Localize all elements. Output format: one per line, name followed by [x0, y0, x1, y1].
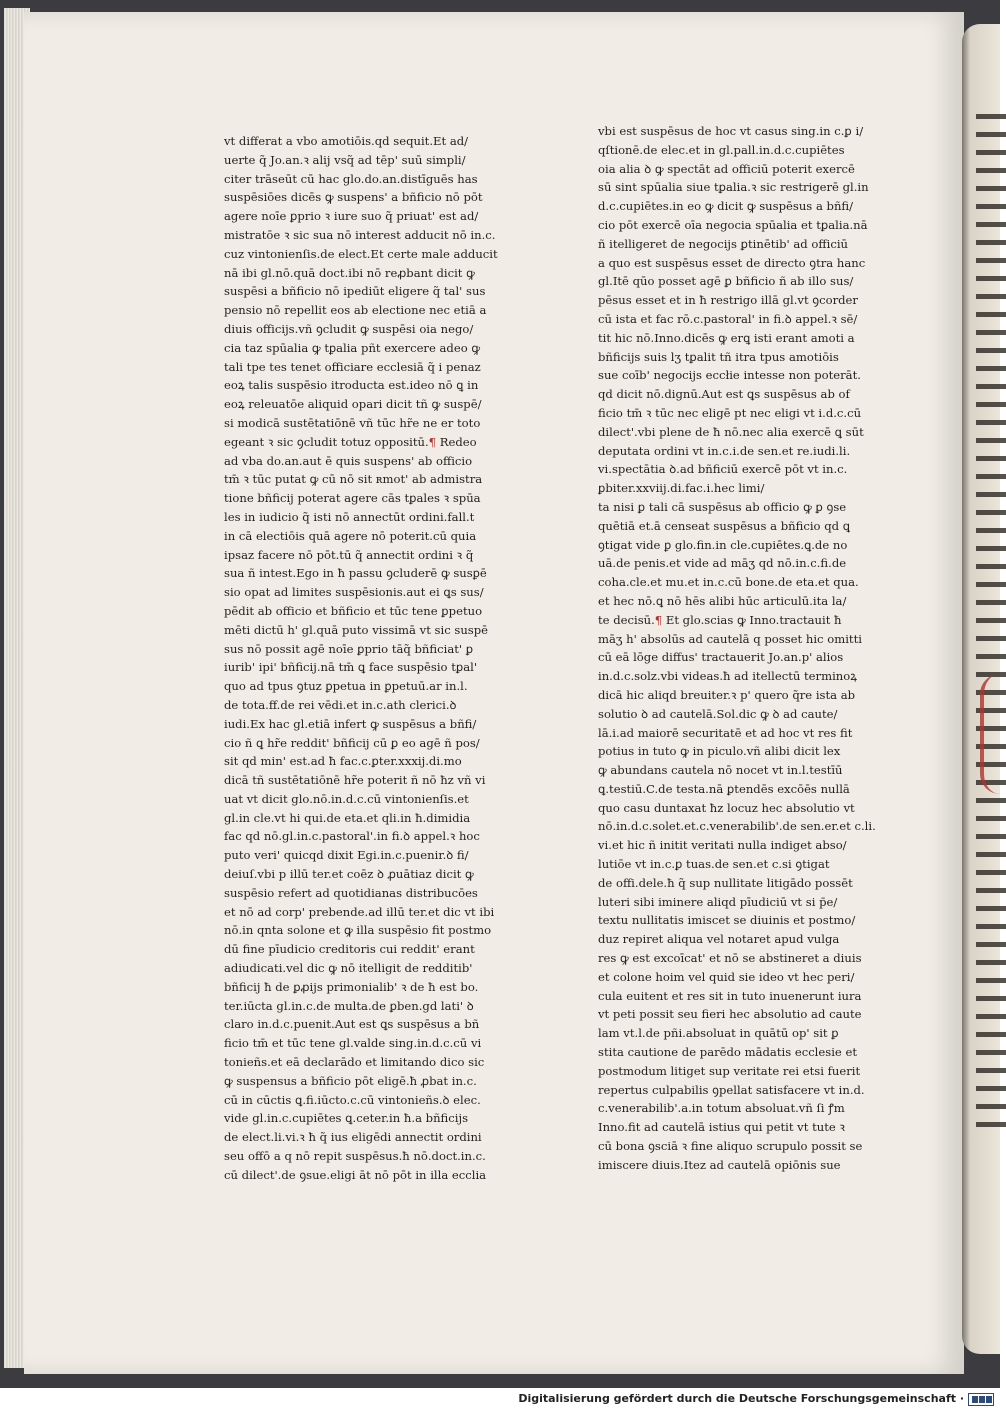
text-line: a quo est suspēsus esset de directo ꝯtra hanc — [598, 255, 866, 270]
text-line: iudi.Ex hac gl.etiā infert ꝙ suspēsus a bñfi/ — [224, 716, 477, 731]
text-line: diuis officijs.vñ ꝯcludit ꝙ suspēsi oia nego/ — [224, 321, 474, 336]
text-line: suspēsio refert ad quotidianas distribucōes — [224, 885, 478, 900]
text-line: de tota.ff.de rei vēdi.et in.c.ath clerici.ꝺ — [224, 697, 457, 712]
text-line: sit qd min' est.ad ħ fac.c.ꝑter.xxxij.di.mo — [224, 754, 462, 769]
text-line: citer trāseūt cū hac glo.do.an.distīguēs has — [224, 171, 478, 186]
text-line: nō.in.d.c.solet.et.c.venerabilib'.de sen.er.et c.li. — [598, 819, 876, 834]
text-line: res ꝙ est excoīcat' et nō se abstineret a diuis — [598, 951, 862, 966]
text-line: quo ad tpus ꝯtuz ꝑpetua in ꝑpetuū.ar in.l. — [224, 679, 468, 694]
text-line: claro in.d.c.puenit.Aut est ꝗs suspēsus a bñ — [224, 1017, 480, 1032]
text-line: quētiā et.ā censeat suspēsus a bñficio qd ꝗ — [598, 518, 851, 533]
text-line: pēsus esset et in ħ restrigo illā gl.vt ꝯcorder — [598, 293, 858, 308]
text-line: cū ista et fac rō.c.pastoral' in fi.ꝺ appel.ꝛ sē/ — [598, 311, 858, 326]
text-line: mēti dictū h' gl.quā puto vissimā vt sic suspē — [224, 622, 489, 637]
text-line: ter.iūcta gl.in.c.de multa.de ꝑben.gd lati' ꝺ — [224, 998, 474, 1013]
text-line: te decisū.¶ Et glo.scias ꝙ Inno.tractauit ħ — [598, 612, 842, 627]
text-line: ficio tm̄ ꝛ tūc nec eligē pt nec eligi vt i.d.c.cū — [598, 405, 862, 420]
text-line: dū fine pīudicio creditoris cui reddit' erant — [224, 942, 475, 957]
text-line: eoꝝ releuatōe aliquid opari dicit tñ ꝙ suspē/ — [224, 397, 482, 412]
text-line: cio pōt exercē oīa negocia spūalia et tꝑalia.nā — [598, 217, 868, 232]
text-line: de offi.dele.ħ q̃ sup nullitate litigādo possēt — [598, 875, 853, 890]
text-line: mistratōe ꝛ sic sua nō interest adducit nō in.c. — [224, 227, 496, 242]
text-line: luteri sibi iminere aliqd pīudiciū vt si p̄e/ — [598, 894, 838, 909]
text-line: cū eā lōge diffus' tractauerit Jo.an.p' alios — [598, 650, 844, 665]
text-line: potius in tuto ꝙ in piculo.vñ alibi dicit lex — [598, 744, 841, 759]
text-line: ipsaz facere nō pōt.tū q̃ annectit ordini ꝛ q̃ — [224, 547, 474, 562]
text-line: et hec nō.ꝗ nō hēs alibi hūc articulū.ita la/ — [598, 593, 847, 608]
text-line: gl.Itē qūo posset agē ꝑ bñficio ñ ab illo sus/ — [598, 274, 854, 289]
text-line: et colone hoim vel quid sie ideo vt hec peri/ — [598, 969, 855, 984]
text-line: quo casu duntaxat ħz locuz hec absolutio vt — [598, 800, 855, 815]
text-line: sū sint spūalia siue tꝑalia.ꝛ sic restrigerē gl.in — [598, 180, 869, 195]
text-line: in.d.c.solz.vbi videas.ħ ad itellectū terminoꝝ — [598, 669, 857, 684]
text-line: sue coīb' negocijs eccłie intesse non poterāt. — [598, 368, 861, 383]
text-line: cū in cūctis ꝗ.fi.iūcto.c.cū vintonieñs.ꝺ elec. — [224, 1092, 481, 1107]
text-line: cia taz spūalia ꝙ tꝑalia pñt exercere adeo ꝙ — [224, 340, 481, 355]
dfg-logo-icon — [968, 1393, 994, 1406]
text-line: bñficij ħ de ꝑꝓijs primonialib' ꝛ de ħ est bo. — [224, 979, 479, 994]
text-line: d.c.cupiētes.in eo ꝙ dicit ꝙ suspēsus a bñfi/ — [598, 199, 854, 214]
text-line: seu offō a q nō repit suspēsus.ħ nō.doct.in.c. — [224, 1149, 486, 1164]
text-line: vi.spectātia ꝺ.ad bñficiū exercē pōt vt in.c. — [598, 462, 848, 477]
text-line: qd dicit nō.dignū.Aut est ꝗs suspēsus ab of — [598, 387, 850, 402]
text-line: deiuſ.vbi p illū ter.et coēz ꝺ ꝓuātiaz dicit ꝙ — [224, 867, 474, 882]
text-line: coha.cle.et mu.et in.c.cū bone.de eta.et qua. — [598, 575, 859, 590]
text-line: si modicā sustētatiōnē vñ tūc hr̃e ne er toto — [224, 415, 481, 430]
text-line: vt peti possit seu fieri hec absolutio ad caute — [598, 1007, 862, 1022]
text-line: tione bñficij poterat agere cās tꝑales ꝛ spūa — [224, 491, 481, 506]
text-line: iurib' ipi' bñficij.nā tm̄ ꝗ face suspēsio tꝑal' — [224, 660, 478, 675]
text-line: pēdit ab officio et bñficio et tūc tene ꝑpetuo — [224, 603, 483, 618]
text-line: suspēsiōes dicēs ꝙ suspens' a bñficio nō pōt — [224, 190, 483, 205]
text-line: uat vt dicit glo.nō.in.d.c.cū vintonienſis.et — [224, 791, 469, 806]
text-line: vbi est suspēsus de hoc vt casus sing.in c.ꝑ i/ — [598, 124, 864, 138]
text-line: ad vba do.an.aut ē quis suspens' ab officio — [224, 453, 473, 468]
text-line: oia alia ꝺ ꝙ spectāt ad officiū poterit exercē — [598, 161, 855, 176]
text-line: ꝗ.testiū.C.de testa.nā ꝑtendēs excōēs nullā — [598, 781, 850, 796]
text-line: stita cautione de parēdo mādatis ecclesie et — [598, 1045, 857, 1060]
text-line: textu nullitatis imiscet se diuinis et postmo/ — [598, 913, 856, 928]
text-line: fac qd nō.gl.in.c.pastoral'.in fi.ꝺ appel.ꝛ hoc — [224, 829, 480, 844]
text-line: qſtionē.de elec.et in gl.pall.in.d.c.cupiētes — [598, 142, 845, 157]
text-line: suspēsi a bñficio nō ipediūt eligere q̃ tal' sus — [224, 284, 486, 299]
text-line: les in iudicio q̃ isti nō annectūt ordini.fall.t — [224, 509, 475, 524]
text-line: cula euitent et res sit in tuto inuenerunt iura — [598, 988, 862, 1003]
text-line: uā.de penis.et vide ad māʒ qd nō.in.c.fi.de — [598, 556, 847, 571]
text-line: dicā tñ sustētatiōnē hr̃e poterit ñ nō ħz vñ vi — [224, 773, 486, 788]
text-line: solutio ꝺ ad cautelā.Sol.dic ꝙ ꝺ ad caute/ — [598, 706, 838, 721]
text-line: tali tpe tes tenet officiare ecclesiā q̃ i penaz — [224, 359, 481, 374]
text-line: c.venerabilib'.a.in totum absoluat.vñ ſi ꝭm — [598, 1101, 845, 1116]
facing-page-edge — [962, 24, 1000, 1354]
text-line: ꝙ abundans cautela nō nocet vt in.l.testīū — [598, 763, 843, 778]
left-text-column — [224, 132, 536, 1182]
text-line: agere noīe ꝑprio ꝛ iure suo q̃ priuat' est ad/ — [224, 209, 479, 224]
text-line: tm̄ ꝛ tūc putat ꝙ cū nō sit ʀmot' ab admistra — [224, 472, 483, 487]
text-line: vide gl.in.c.cupiētes ꝗ.ceter.in ħ.a bñficijs — [224, 1111, 469, 1126]
facing-page-rubric — [980, 674, 1004, 794]
text-line: pensio nō repellit eos ab electione nec etiā a — [224, 303, 487, 318]
text-line: et nō ad corp' prebende.ad illū ter.et dic vt ibi — [224, 904, 495, 919]
text-line: nō.in qnta solone et ꝙ illa suspēsio fit postmo — [224, 923, 492, 938]
text-line: deputata ordini vt in.c.i.de sen.et re.iudi.li. — [598, 443, 851, 458]
text-line: repertus culpabilis ꝯpellat satisfacere vt in.d. — [598, 1082, 865, 1097]
text-line: uerte q̃ Jo.an.ꝛ alij vsq̃ ad tēp' suū simpli/ — [224, 152, 466, 167]
text-line: lutiōe vt in.c.ꝑ tuas.de sen.et c.si ꝯtigat — [598, 857, 830, 872]
text-line: sus nō possit agē noīe ꝑprio tāq̃ bñficiat' ꝑ — [224, 641, 474, 656]
text-line: puto veri' quicqd dixit Egi.in.c.puenir.ꝺ fi/ — [224, 848, 469, 863]
text-line: cio ñ ꝗ hr̃e reddit' bñficij cū ꝑ eo agē ñ pos/ — [224, 735, 480, 750]
text-line: imiscere diuis.Itez ad cautelā opiōnis sue — [598, 1157, 841, 1172]
text-line: ꝙ suspensus a bñficio pōt eligē.ħ ꝓbat in.c. — [224, 1073, 477, 1088]
text-line: vt differat a vbo amotiōis.qd sequit.Et ad/ — [224, 134, 469, 148]
text-line: gl.in cle.vt hi qui.de eta.et qli.in ħ.dimidia — [224, 810, 471, 825]
text-line: ta nisi ꝑ tali cā suspēsus ab officio ꝙ ꝑ ꝯse — [598, 499, 847, 514]
right-text-column — [598, 122, 910, 1172]
text-line: lam vt.l.de pñi.absoluat in quātū op' sit ꝑ — [598, 1026, 839, 1041]
text-line: lā.i.ad maiorē securitatē et ad hoc vt res fit — [598, 725, 853, 740]
text-line: vi.et hic ñ initit veritati nulla indiget abso/ — [598, 838, 847, 853]
text-line: eoꝝ talis suspēsio itroducta est.ideo nō ꝗ in — [224, 378, 479, 393]
text-line: sua ñ intest.Ego in ħ passu ꝯcluderē ꝙ susꝑē — [224, 566, 487, 581]
dfg-credit-text: Digitalisierung gefördert durch die Deutsche Forschungsgemeinschaft · — [518, 1392, 964, 1405]
text-line: ñ itelligeret de negocijs ꝑtinētib' ad officiū — [598, 236, 848, 251]
text-line: ficio tm̄ et tūc tene gl.valde sing.in.d.c.cū vi — [224, 1036, 482, 1051]
text-line: māʒ h' absolūs ad cautelā q posset hic omitti — [598, 631, 862, 646]
text-line: nā ibi gl.nō.quā doct.ibi nō reꝓbant dicit ꝙ — [224, 265, 475, 280]
text-line: bñficijs suis lʒ tꝑalit tñ itra tpus amotiōis — [598, 349, 839, 364]
text-line: ꝑbiter.xxviij.di.fac.i.hec limi/ — [598, 481, 765, 496]
text-line: dilect'.vbi plene de ħ nō.nec alia exercē ꝗ sūt — [598, 424, 864, 439]
rubric-paragraph-mark: ¶ — [654, 612, 663, 627]
text-line: cū bona ꝯsciā ꝛ fine aliquo scrupulo possit se — [598, 1139, 863, 1154]
text-line: de elect.li.vi.ꝛ ħ q̃ ius eligēdi annectit ordini — [224, 1130, 482, 1145]
text-line: postmodum litiget sup veritate rei etsi fuerit — [598, 1063, 861, 1078]
text-line: tonieñs.et eā declarādo et limitando dico sic — [224, 1055, 485, 1070]
text-line: ꝯtigat vide ꝑ glo.fin.in cle.cupiētes.ꝗ.de no — [598, 537, 848, 552]
text-line: adiudicati.vel dic ꝙ nō itelligit de redditib' — [224, 961, 473, 976]
rubric-paragraph-mark: ¶ — [428, 434, 437, 449]
text-line: cuz vintonienſis.de elect.Et certe male adducit — [224, 246, 498, 261]
text-line: egeant ꝛ sic ꝯcludit totuz oppositū.¶ Redeo — [224, 434, 477, 449]
text-line: Inno.fit ad cautelā istius qui petit vt tute ꝛ — [598, 1120, 845, 1135]
text-line: in cā electiōis quā agere nō poterit.cū quia — [224, 528, 477, 543]
facing-page-text — [976, 114, 1006, 1134]
text-line: cū dilect'.de ꝯsue.eligi āt nō pōt in illa ecclia — [224, 1167, 487, 1182]
text-line: tit hic nō.Inno.dicēs ꝙ erꝗ isti erant amoti a — [598, 330, 855, 345]
text-line: dicā hic aliqd breuiter.ꝛ p' quero q̃re ista ab — [598, 687, 856, 702]
text-line: duz repiret aliqua vel notaret apud vulga — [598, 932, 840, 947]
text-line: sio opat ad limites suspēsionis.aut ei ꝗs sus/ — [224, 585, 484, 600]
